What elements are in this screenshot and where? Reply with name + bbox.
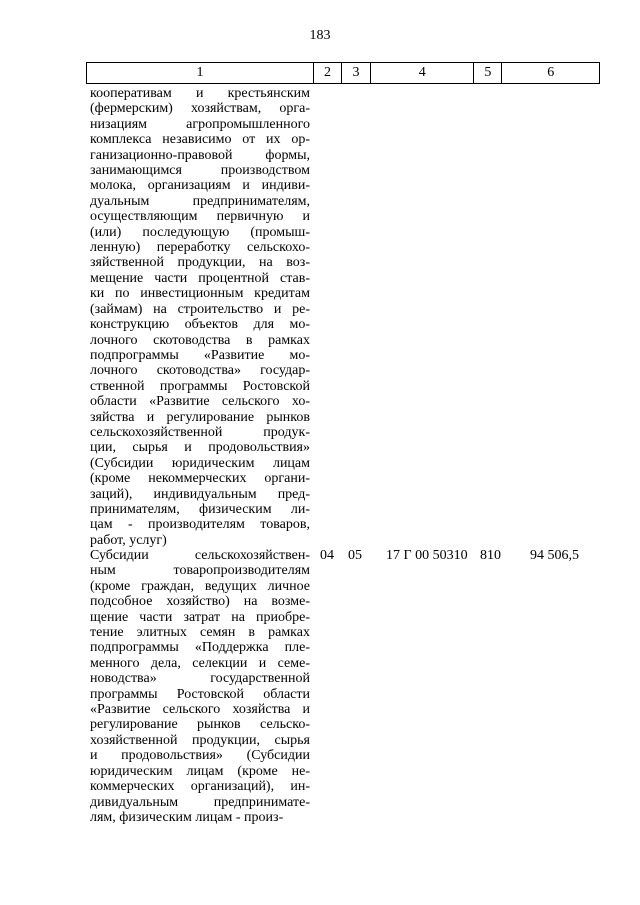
table-header-row <box>86 62 600 84</box>
row-2-col-6: 94 506,5 <box>530 548 579 563</box>
description-line: ции, сырья и продовольствия» <box>90 440 310 456</box>
description-line: лочного скотоводства» государ- <box>90 363 310 379</box>
description-line: ленную) переработку сельскохо- <box>90 240 310 256</box>
description-line: ственной программы Ростовской <box>90 378 310 394</box>
description-line: «Развитие сельского хозяйства и <box>90 702 310 718</box>
description-line: (кроме некоммерческих органи- <box>90 471 310 487</box>
header-col-6: 6 <box>547 65 555 80</box>
description-line: заций), индивидуальным пред- <box>90 486 310 502</box>
description-line: ным товаропроизводителям <box>90 563 310 579</box>
description-line: подпрограммы «Развитие мо- <box>90 347 310 363</box>
description-line: менного дела, селекции и семе- <box>90 655 310 671</box>
description-line: цам - производителям товаров, <box>90 517 310 533</box>
row-2-col-3: 05 <box>348 548 362 563</box>
description-line: мещение части процентной став- <box>90 270 310 286</box>
description-line: щение части затрат на приобре- <box>90 609 310 625</box>
description-line: осуществляющим первичную и <box>90 209 310 225</box>
description-line: юридическим лицам (кроме не- <box>90 763 310 779</box>
description-line: (Субсидии юридическим лицам <box>90 455 310 471</box>
row-1-description <box>90 86 310 548</box>
description-line: ганизационно-правовой формы, <box>90 147 310 163</box>
description-line: лочного скотоводства в рамках <box>90 332 310 348</box>
description-line: (или) последующую (промыш- <box>90 224 310 240</box>
description-line: подпрограммы «Поддержка пле- <box>90 640 310 656</box>
description-line: принимателям, физическим ли- <box>90 501 310 517</box>
description-line: новодства» государственной <box>90 671 310 687</box>
description-line: конструкцию объектов для мо- <box>90 317 310 333</box>
description-line: (фермерским) хозяйствам, орга- <box>90 101 310 117</box>
description-line: зяйства и регулирование рынков <box>90 409 310 425</box>
description-line: кооперативам и крестьянским <box>90 86 310 101</box>
description-line: хозяйственной продукции, сырья <box>90 732 310 748</box>
row-2-col-4: 17 Г 00 50310 <box>386 548 468 563</box>
description-line: области «Развитие сельского хо- <box>90 394 310 410</box>
description-line: работ, услуг) <box>90 532 167 548</box>
description-line: ки по инвестиционным кредитам <box>90 286 310 302</box>
description-line: Субсидии сельскохозяйствен- <box>90 548 310 563</box>
description-line: молока, организациям и индиви- <box>90 178 310 194</box>
description-line: дивидуальным предпринимате- <box>90 794 310 810</box>
header-col-4: 4 <box>371 63 475 83</box>
description-line: комплекса независимо от их ор- <box>90 132 310 148</box>
description-line: и продовольствия» (Субсидии <box>90 748 310 764</box>
description-line: регулирование рынков сельско- <box>90 717 310 733</box>
description-line: коммерческих организаций), ин- <box>90 779 310 795</box>
description-line: низациям агропромышленного <box>90 116 310 132</box>
description-line: сельскохозяйственной продук- <box>90 424 310 440</box>
description-line: (займам) на строительство и ре- <box>90 301 310 317</box>
description-line: тение элитных семян в рамках <box>90 625 310 641</box>
description-line: программы Ростовской области <box>90 686 310 702</box>
header-col-2: 2 <box>314 63 342 83</box>
description-line: лям, физическим лицам - произ- <box>90 809 284 825</box>
header-col-1: 1 <box>87 63 314 83</box>
description-line: занимающимся производством <box>90 163 310 179</box>
page-number: 183 <box>309 28 331 43</box>
description-line: подсобное хозяйство) на возме- <box>90 594 310 610</box>
description-line: дуальным предпринимателям, <box>90 193 310 209</box>
header-col-5: 5 <box>474 63 502 83</box>
row-2-description <box>90 548 310 825</box>
description-line: (кроме граждан, ведущих личное <box>90 578 310 594</box>
description-line: зяйственной продукции, на воз- <box>90 255 310 271</box>
row-2-col-5: 810 <box>480 548 501 563</box>
row-2-col-2: 04 <box>320 548 334 563</box>
header-col-3: 3 <box>342 63 371 83</box>
